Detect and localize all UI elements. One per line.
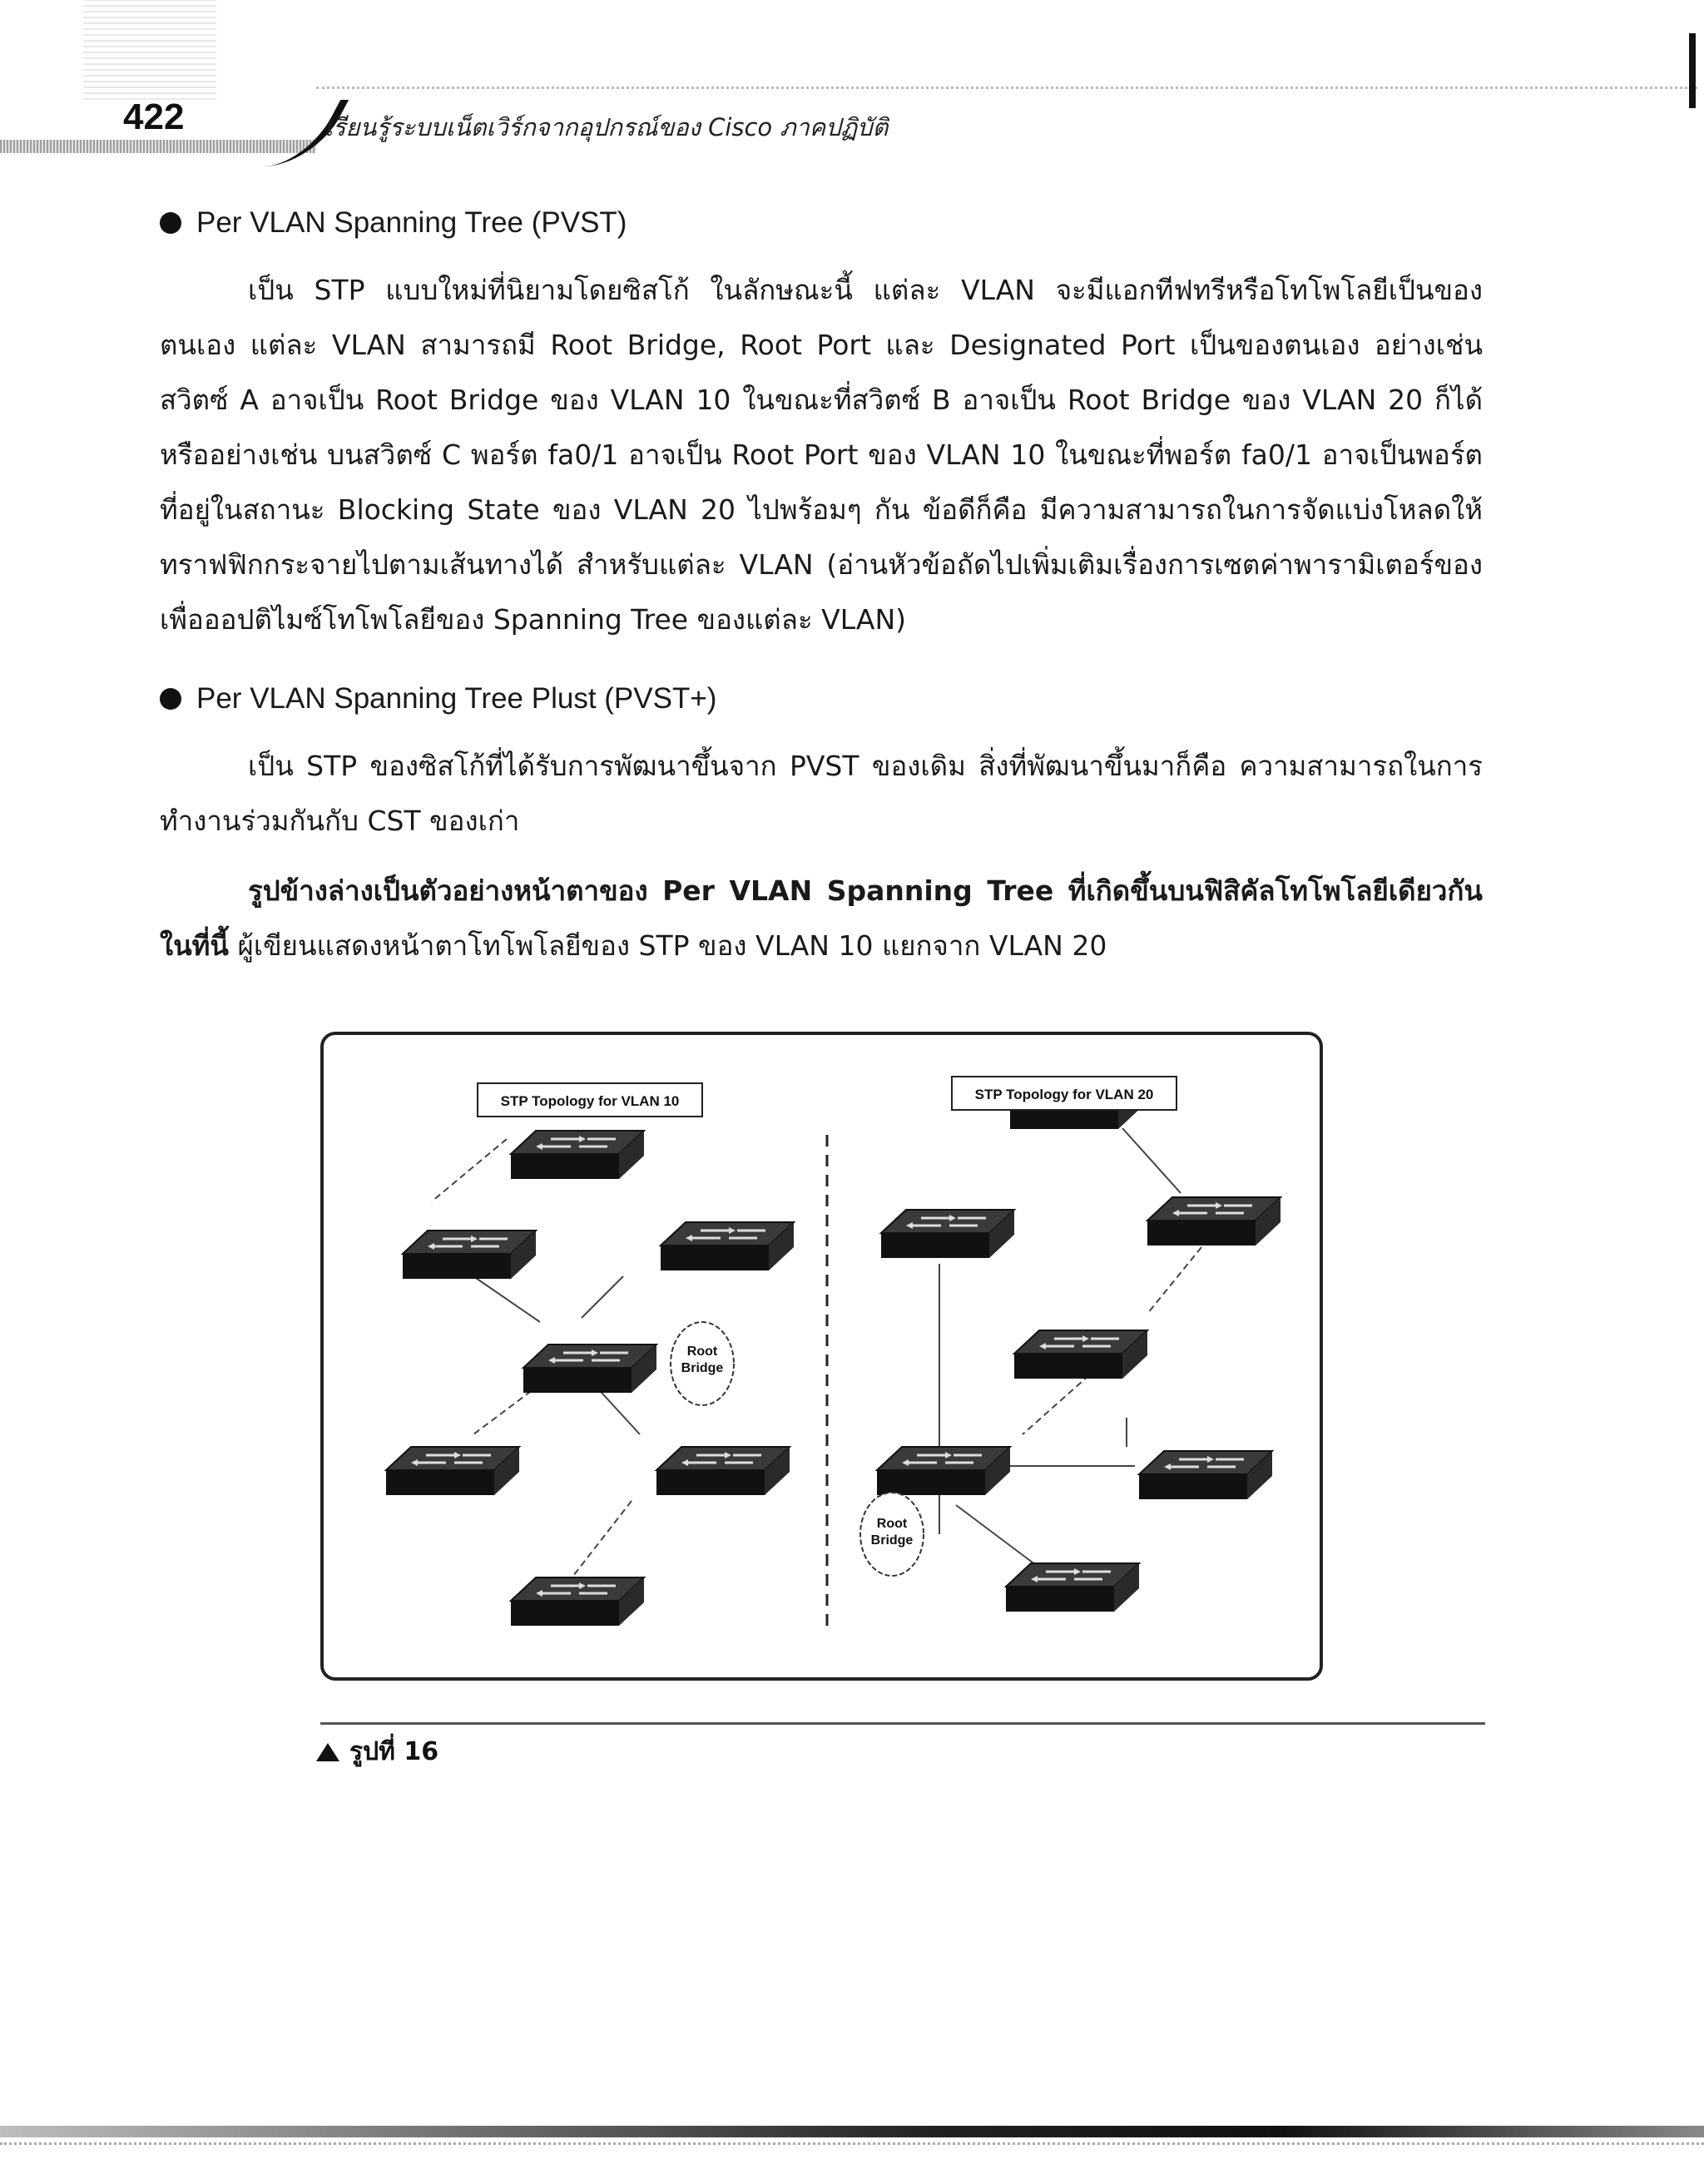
caption-rule	[320, 1722, 1485, 1725]
figure-intro-emph: รูปข้างล่างเป็นตัวอย่างหน้าตาของ Per VLAN Spanning Tree ที่เกิดขึ้นบนฟิสิคัลโทโพโลยีเดียวกัน ในที่นี้	[160, 874, 1483, 962]
caption-text: รูปที่ 16	[349, 1737, 439, 1766]
switch-icon	[877, 1447, 1010, 1495]
paragraph-pvst-plus-text: เป็น STP ของซิสโก้ที่ได้รับการพัฒนาขึ้นจาก PVST ของเดิม สิ่งที่พัฒนาขึ้นมาก็คือ ความสามารถในการทำงานร่วมกันกับ CST ของเก่า	[160, 750, 1483, 837]
figure-intro-rest: ผู้เขียนแสดงหน้าตาโทโพโลยีของ STP ของ VLAN 10 แยกจาก VLAN 20	[237, 929, 1107, 962]
switch-icon	[1147, 1197, 1280, 1246]
paragraph-pvst-plus	[160, 739, 1483, 849]
switch-icon	[1139, 1451, 1272, 1499]
vlan20-title: STP Topology for VLAN 20	[974, 1087, 1154, 1102]
root-bridge-label-line2: Bridge	[681, 1361, 724, 1375]
switch-icon	[656, 1447, 790, 1495]
bullet-icon	[160, 212, 181, 234]
root-bridge-label-line1: Root	[876, 1517, 908, 1531]
heading-pvst: Per VLAN Spanning Tree (PVST)	[196, 206, 627, 239]
switch-icon	[523, 1345, 656, 1393]
paragraph-figure-intro	[160, 864, 1483, 973]
switch-icon	[661, 1222, 794, 1270]
root-bridge-label-line2: Bridge	[870, 1533, 914, 1548]
header-decoration-dots	[83, 0, 216, 100]
heading-pvst-plus: Per VLAN Spanning Tree Plust (PVST+)	[196, 682, 717, 715]
vlan10-title: STP Topology for VLAN 10	[500, 1093, 680, 1109]
switch-icon	[386, 1447, 519, 1495]
switch-icon	[1014, 1330, 1147, 1379]
switch-icon	[1006, 1563, 1139, 1612]
switch-icon	[403, 1231, 536, 1279]
figure-caption	[316, 1732, 438, 1771]
stp-topology-diagram	[324, 1035, 1326, 1684]
switch-icon	[511, 1131, 644, 1179]
root-bridge-label-line1: Root	[686, 1345, 718, 1359]
figure-frame	[320, 1032, 1323, 1681]
footer-rule	[0, 2142, 1704, 2145]
running-head: เรียนรู้ระบบเน็ตเวิร์กจากอุปกรณ์ของ Cisco ภาคปฏิบัติ	[324, 113, 889, 141]
section-pvst-heading	[160, 206, 1491, 240]
section-pvst-plus-heading	[160, 682, 1491, 716]
header-rule	[316, 87, 1697, 89]
page-number: 422	[123, 97, 185, 137]
footer-stripe	[0, 2126, 1704, 2137]
triangle-icon	[316, 1743, 339, 1761]
switch-icon	[511, 1577, 644, 1626]
paragraph-pvst-text: เป็น STP แบบใหม่ที่นิยามโดยซิสโก้ ในลักษณะนี้ แต่ละ VLAN จะมีแอกทีฟทรีหรือโทโพโลยีเป็นของตนเอง แต่ละ VLAN สามารถมี Root Bridge, Root Port และ Designated Port เป็นของตนเอง อย่างเช่น สวิตซ์ A อาจเป็น Root Bridge ของ VLAN 10 ในขณะที่สวิตซ์ B อาจเป็น Root Bridge ของ VLAN 20 ก็ได้ หรืออย่างเช่น บนสวิตซ์ C พอร์ต fa0/1 อาจเป็น Root Port ของ VLAN 10 ในขณะที่พอร์ต fa0/1 อาจเป็นพอร์ตที่อยู่ในสถานะ Blocking State ของ VLAN 20 ไปพร้อมๆ กัน ข้อดีก็คือ มีความสามารถในการจัดแบ่งโหลดให้ทราฟฟิกกระจายไปตามเส้นทางได้ สำหรับแต่ละ VLAN (อ่านหัวข้อถัดไปเพิ่มเติมเรื่องการเซตค่าพารามิเตอร์ของเพื่อออปติไมซ์โทโพโลยีของ Spanning Tree ของแต่ละ VLAN)	[160, 274, 1483, 636]
bullet-icon	[160, 688, 181, 710]
switch-icon	[881, 1210, 1014, 1258]
paragraph-pvst	[160, 263, 1483, 647]
edge-mark	[1689, 33, 1696, 108]
